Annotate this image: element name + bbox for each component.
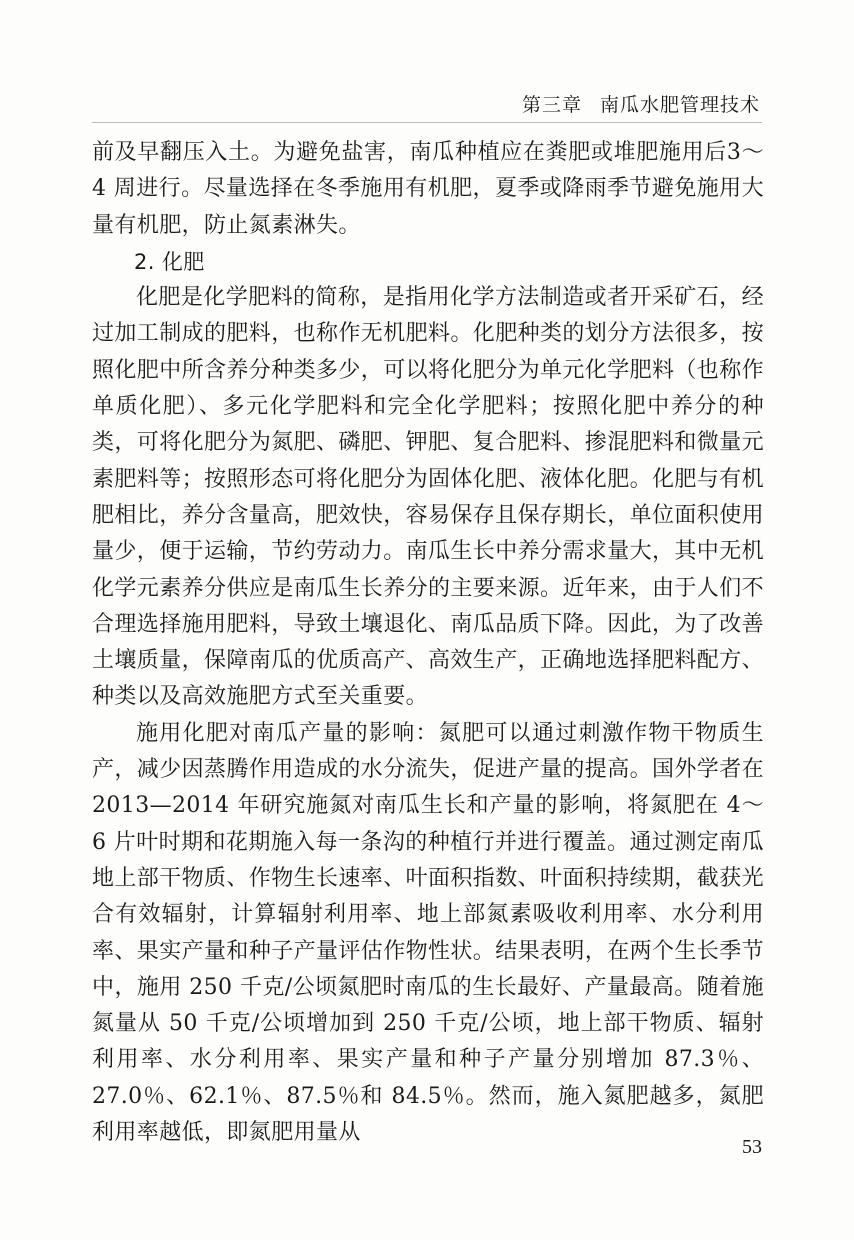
page-number: 53 [742, 1136, 762, 1158]
chapter-number: 第三章 [521, 94, 582, 116]
section-heading: 2. 化肥 [134, 249, 205, 274]
header-divider [92, 122, 762, 123]
paragraph-continued: 前及早翻压入土。为避免盐害，南瓜种植应在粪肥或堆肥施用后3～4 周进行。尽量选择在冬季施用有机肥，夏季或降雨季节避免施用大量有机肥，防止氮素淋失。 [92, 140, 764, 238]
running-header [522, 90, 760, 117]
chapter-title: 南瓜水肥管理技术 [599, 94, 760, 116]
paragraph-fertilizer-definition: 化肥是化学肥料的简称，是指用化学方法制造或者开采矿石，经过加工制成的肥料，也称作无机肥料。化肥种类的划分方法很多，按照化肥中所含养分种类多少，可以将化肥分为单元化学肥料（也称作单质化肥）、多元化学肥料和完全化学肥料；按照化肥中养分的种类，可将化肥分为氮肥、磷肥、钾肥、复合肥料、掺混肥料和微量元素肥料等；按照形态可将化肥分为固体化肥、液体化肥。化肥与有机肥相比，养分含量高，肥效快，容易保存且保存期长，单位面积使用量少，便于运输，节约劳动力。南瓜生长中养分需求量大，其中无机化学元素养分供应是南瓜生长养分的主要来源。近年来，由于人们不合理选择施用肥料，导致土壤退化、南瓜品质下降。因此，为了改善土壤质量，保障南瓜的优质高产、高效生产，正确地选择肥料配方、种类以及高效施肥方式至关重要。 [92, 285, 765, 710]
body-text [92, 135, 764, 1151]
paragraph-fertilizer-effect: 施用化肥对南瓜产量的影响：氮肥可以通过刺激作物干物质生产，减少因蒸腾作用造成的水分流失，促进产量的提高。国外学者在 2013—2014 年研究施氮对南瓜生长和产量的影响，将氮肥在 4～6 片叶时期和花期施入每一条沟的种植行并进行覆盖。通过测定南瓜地上部干物质、作物生长速率、叶面积指数、叶面积持续期，截获光合有效辐射，计算辐射利用率、地上部氮素吸收利用率、水分利用率、果实产量和种子产量评估作物性状。结果表明，在两个生长季节中，施用 250 千克/公顷氮肥时南瓜的生长最好、产量最高。随着施氮量从 50 千克/公顷增加到 250 千克/公顷，地上部干物质、辐射利用率、水分利用率、果实产量和种子产量分别增加 87.3％、27.0％、62.1％、87.5％和 84.5％。然而，施入氮肥越多，氮肥利用率越低，即氮肥用量从 [92, 720, 765, 1146]
